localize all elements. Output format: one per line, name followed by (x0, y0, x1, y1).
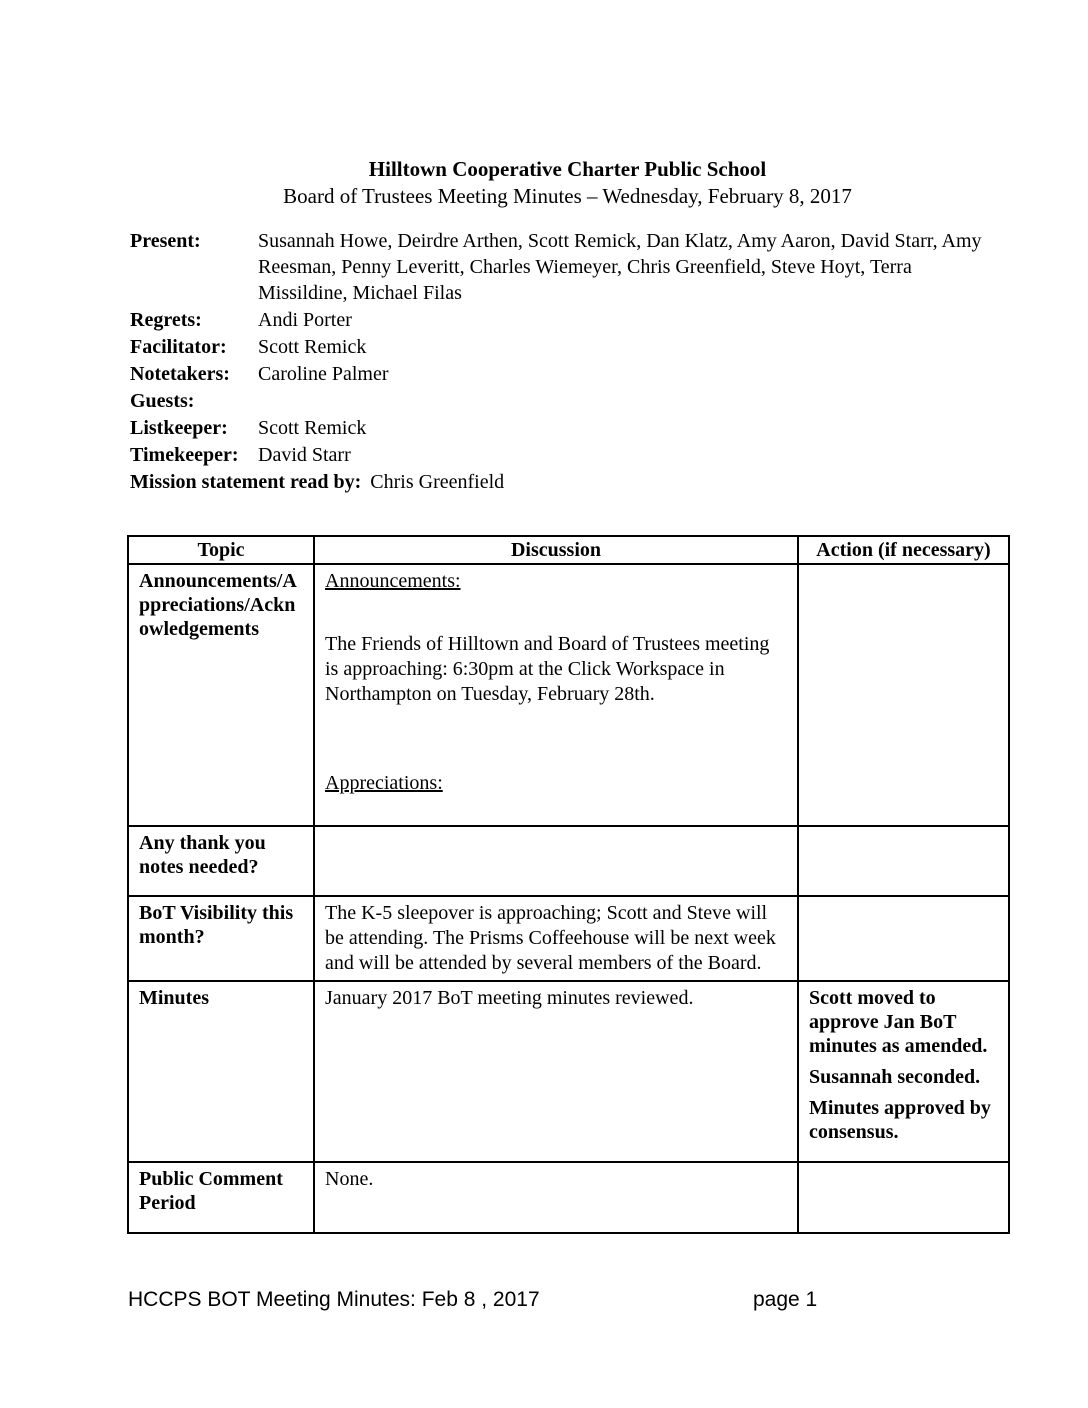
info-row-mission-statement (130, 469, 985, 495)
topic-bot-visibility: BoT Visibility this month? (128, 896, 314, 981)
info-row-timekeeper (130, 442, 985, 468)
mission-statement-value: Chris Greenfield (370, 471, 505, 493)
footer-page-number: page 1 (753, 1288, 818, 1311)
table-header-row (128, 536, 1009, 564)
page-subtitle: Board of Trustees Meeting Minutes – Wednesday, February 8, 2017 (283, 184, 852, 208)
action-minutes (798, 981, 1009, 1162)
page-footer (128, 1288, 1008, 1312)
present-value: Susannah Howe, Deirdre Arthen, Scott Remick, Dan Klatz, Amy Aaron, David Starr, Amy Reesman, Penny Leveritt, Charles Wiemeyer, Chris Greenfield, Steve Hoyt, Terra Missildine, Michael Filas (258, 230, 982, 304)
info-row-notetakers (130, 361, 985, 387)
table-row-announcements (128, 564, 1009, 826)
table-row-minutes (128, 981, 1009, 1162)
discussion-public-comment: None. (314, 1162, 798, 1233)
action-bot-visibility (798, 896, 1009, 981)
column-header-topic: Topic (128, 536, 314, 564)
topic-minutes: Minutes (128, 981, 314, 1162)
listkeeper-value: Scott Remick (258, 417, 367, 439)
action-minutes-motion: Scott moved to approve Jan BoT minutes as amended. (809, 987, 988, 1057)
info-row-present (130, 228, 985, 306)
column-header-discussion: Discussion (314, 536, 798, 564)
discussion-thank-you-notes (314, 826, 798, 896)
action-announcements (798, 564, 1009, 826)
timekeeper-label: Timekeeper: (130, 444, 239, 466)
table-row-public-comment (128, 1162, 1009, 1233)
notetakers-label: Notetakers: (130, 363, 230, 385)
present-label: Present: (130, 230, 201, 252)
regrets-value: Andi Porter (258, 309, 352, 331)
action-minutes-approval: Minutes approved by consensus. (809, 1097, 991, 1143)
info-row-facilitator (130, 334, 985, 360)
notetakers-value: Caroline Palmer (258, 363, 389, 385)
footer-document-title: HCCPS BOT Meeting Minutes: Feb 8 , 2017 (128, 1288, 540, 1311)
info-row-guests (130, 388, 985, 414)
regrets-label: Regrets: (130, 309, 202, 331)
meeting-minutes-table (127, 535, 1010, 1234)
appreciations-heading: Appreciations: (325, 772, 443, 794)
topic-thank-you-notes: Any thank you notes needed? (128, 826, 314, 896)
discussion-bot-visibility: The K-5 sleepover is approaching; Scott and Steve will be attending. The Prisms Coffeehouse will be next week and will be attended by several members of the Board. (314, 896, 798, 981)
page-title: Hilltown Cooperative Charter Public School (368, 157, 767, 181)
discussion-minutes: January 2017 BoT meeting minutes reviewed. (314, 981, 798, 1162)
column-header-action: Action (if necessary) (798, 536, 1009, 564)
announcements-paragraph: The Friends of Hilltown and Board of Trustees meeting is approaching: 6:30pm at the Click Workspace in Northampton on Tuesday, February 28th. (325, 633, 770, 705)
guests-label: Guests: (130, 390, 195, 412)
discussion-announcements (314, 564, 798, 826)
action-minutes-second: Susannah seconded. (809, 1066, 981, 1088)
guests-value (258, 388, 985, 414)
timekeeper-value: David Starr (258, 444, 351, 466)
document-header (127, 155, 1008, 209)
listkeeper-label: Listkeeper: (130, 417, 228, 439)
announcements-heading: Announcements: (325, 570, 461, 592)
topic-public-comment: Public Comment Period (128, 1162, 314, 1233)
mission-statement-label: Mission statement read by: (130, 471, 362, 493)
table-row-thank-you-notes (128, 826, 1009, 896)
action-public-comment (798, 1162, 1009, 1233)
attendance-info (130, 228, 985, 495)
facilitator-value: Scott Remick (258, 336, 367, 358)
action-thank-you-notes (798, 826, 1009, 896)
info-row-regrets (130, 307, 985, 333)
info-row-listkeeper (130, 415, 985, 441)
facilitator-label: Facilitator: (130, 336, 227, 358)
table-row-bot-visibility (128, 896, 1009, 981)
topic-announcements: Announcements/Appreciations/Acknowledgements (128, 564, 314, 826)
